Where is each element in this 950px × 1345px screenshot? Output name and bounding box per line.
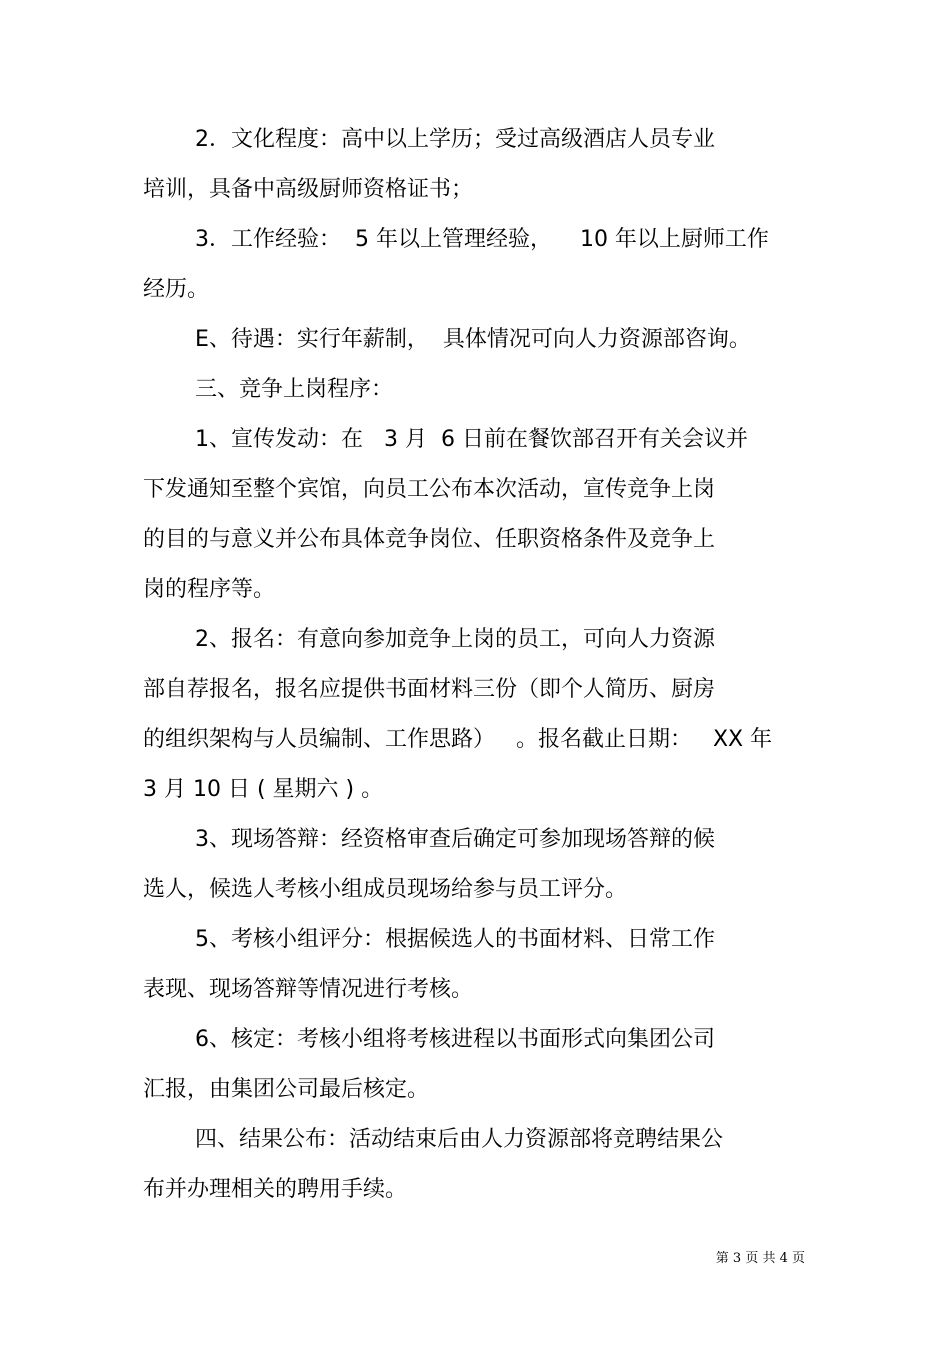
text-line: 3 月 10 日 ( 星期六 ) 。 xyxy=(143,777,384,802)
text-line: 的目的与意义并公布具体竞争岗位、任职资格条件及竞争上 xyxy=(143,527,716,552)
text-line: 2．文化程度：高中以上学历；受过高级酒店人员专业 xyxy=(195,127,715,152)
text-line: E、待遇：实行年薪制， 具体情况可向人力资源部咨询。 xyxy=(195,327,751,352)
text-line: 汇报，由集团公司最后核定。 xyxy=(143,1077,430,1102)
text-line: 2、报名：有意向参加竞争上岗的员工，可向人力资源 xyxy=(195,627,715,652)
text-line: 3、现场答辩：经资格审查后确定可参加现场答辩的候 xyxy=(195,827,715,852)
text-line: 培训，具备中高级厨师资格证书； xyxy=(143,177,474,202)
text-line: 3．工作经验： 5 年以上管理经验， 10 年以上厨师工作 xyxy=(195,227,769,252)
section-heading: 三、竞争上岗程序： xyxy=(195,377,394,402)
text-line: 布并办理相关的聘用手续。 xyxy=(143,1177,408,1202)
text-line: 表现、现场答辩等情况进行考核。 xyxy=(143,977,474,1002)
page-footer: 第 3 页 共 4 页 xyxy=(715,1251,805,1266)
text-line: 岗的程序等。 xyxy=(143,577,276,602)
text-line: 的组织架构与人员编制、工作思路） 。报名截止日期： XX 年 xyxy=(143,727,773,752)
text-line: 经历。 xyxy=(143,277,210,302)
text-line: 部自荐报名，报名应提供书面材料三份（即个人简历、厨房 xyxy=(143,677,716,702)
text-line: 下发通知至整个宾馆，向员工公布本次活动，宣传竞争上岗 xyxy=(143,477,716,502)
text-line: 选人，候选人考核小组成员现场给参与员工评分。 xyxy=(143,877,628,902)
text-line: 5、考核小组评分：根据候选人的书面材料、日常工作 xyxy=(195,927,715,952)
section-heading: 四、结果公布：活动结束后由人力资源部将竞聘结果公 xyxy=(195,1127,724,1152)
text-line: 6、核定：考核小组将考核进程以书面形式向集团公司 xyxy=(195,1027,715,1052)
text-line: 1、宣传发动：在 3 月 6 日前在餐饮部召开有关会议并 xyxy=(195,427,748,452)
